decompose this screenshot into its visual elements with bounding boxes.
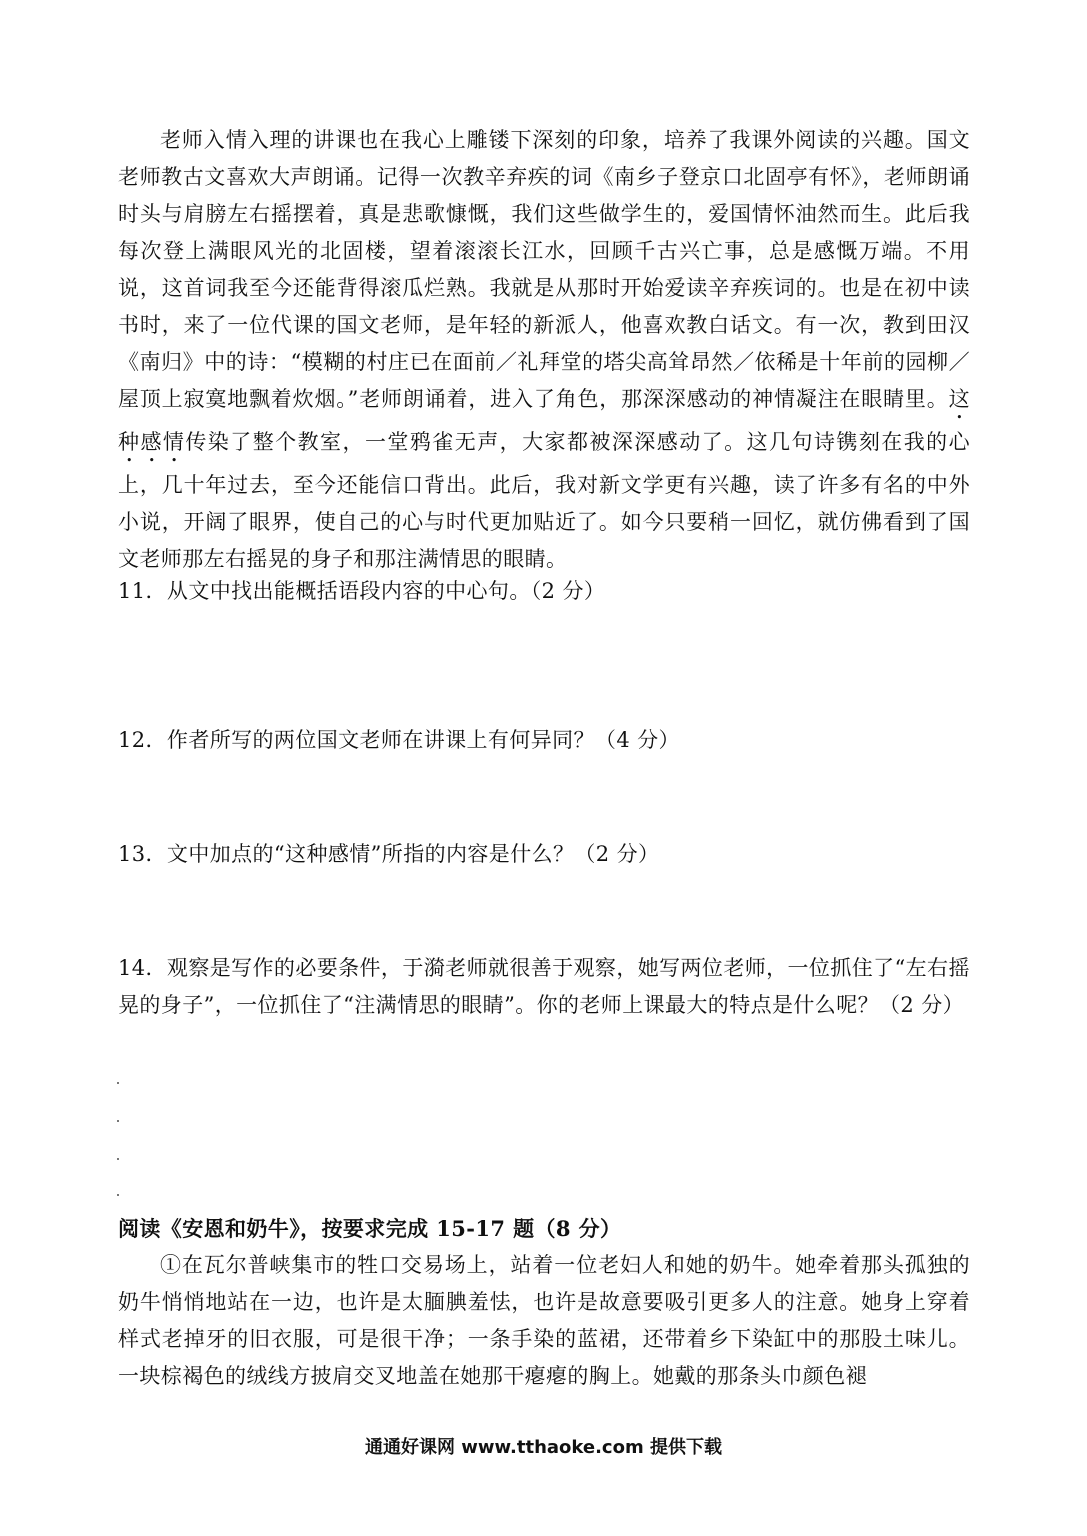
answer-dot (117, 1120, 119, 1122)
emphasized-phrase: 这种感情 (118, 387, 970, 454)
question-14: 14．观察是写作的必要条件，于漪老师就很善于观察，她写两位老师，一位抓住了“左右摇晃的身子”，一位抓住了“注满情思的眼睛”。你的老师上课最大的特点是什么呢？（2 分） (118, 956, 970, 1017)
passage-paragraph (118, 122, 970, 578)
passage-text-part2: 传染了整个教室，一堂鸦雀无声，大家都被深深感动了。这几句诗镌刻在我的心上，几十年过去，至今还能信口背出。此后，我对新文学更有兴趣，读了许多有名的中外小说，开阔了眼界，使自己的心与时代更加贴近了。如今只要稍一回忆，就仿佛看到了国文老师那左右摇晃的身子和那注满情思的眼睛。 (118, 430, 971, 571)
question-11: 11．从文中找出能概括语段内容的中心句。（2 分） (118, 579, 606, 603)
question-12: 12．作者所写的两位国文老师在讲课上有何异同？（4 分） (118, 728, 680, 752)
section-title: 阅读《安恩和奶牛》，按要求完成 15-17 题（8 分） (118, 1216, 622, 1241)
section-paragraph-1: ①在瓦尔普峡集市的牲口交易场上，站着一位老妇人和她的奶牛。她牵着那头孤独的奶牛悄悄地站在一边，也许是太腼腆羞怯，也许是故意要吸引更多人的注意。她身上穿着样式老掉牙的旧衣服，可是很干净；一条手染的蓝裙，还带着乡下染缸中的那股土味儿。一块棕褐色的绒线方披肩交叉地盖在她那干瘪瘪的胸上。她戴的那条头巾颜色褪 (118, 1253, 970, 1388)
answer-dot (117, 1194, 119, 1196)
answer-dot (117, 1158, 119, 1160)
answer-dot (117, 1082, 119, 1084)
footer-watermark: 通通好课网 www.tthaoke.com 提供下载 (365, 1437, 722, 1458)
passage-text-part1: 老师入情入理的讲课也在我心上雕镂下深刻的印象，培养了我课外阅读的兴趣。国文老师教古文喜欢大声朗诵。记得一次教辛弃疾的词《南乡子登京口北固亭有怀》，老师朗诵时头与肩膀左右摇摆着，真是悲歌慷慨，我们这些做学生的，爱国情怀油然而生。此后我每次登上满眼风光的北固楼，望着滚滚长江水，回顾千古兴亡事，总是感慨万端。不用说，这首词我至今还能背得滚瓜烂熟。我就是从那时开始爱读辛弃疾词的。也是在初中读书时，来了一位代课的国文老师，是年轻的新派人，他喜欢教白话文。有一次，教到田汉《南归》中的诗：“模糊的村庄已在面前／礼拜堂的塔尖高耸昂然／依稀是十年前的园柳／屋顶上寂寞地飘着炊烟。”老师朗诵着，进入了角色，那深深感动的神情凝注在眼睛里。 (118, 128, 970, 411)
question-13: 13．文中加点的“这种感情”所指的内容是什么？（2 分） (118, 842, 660, 866)
